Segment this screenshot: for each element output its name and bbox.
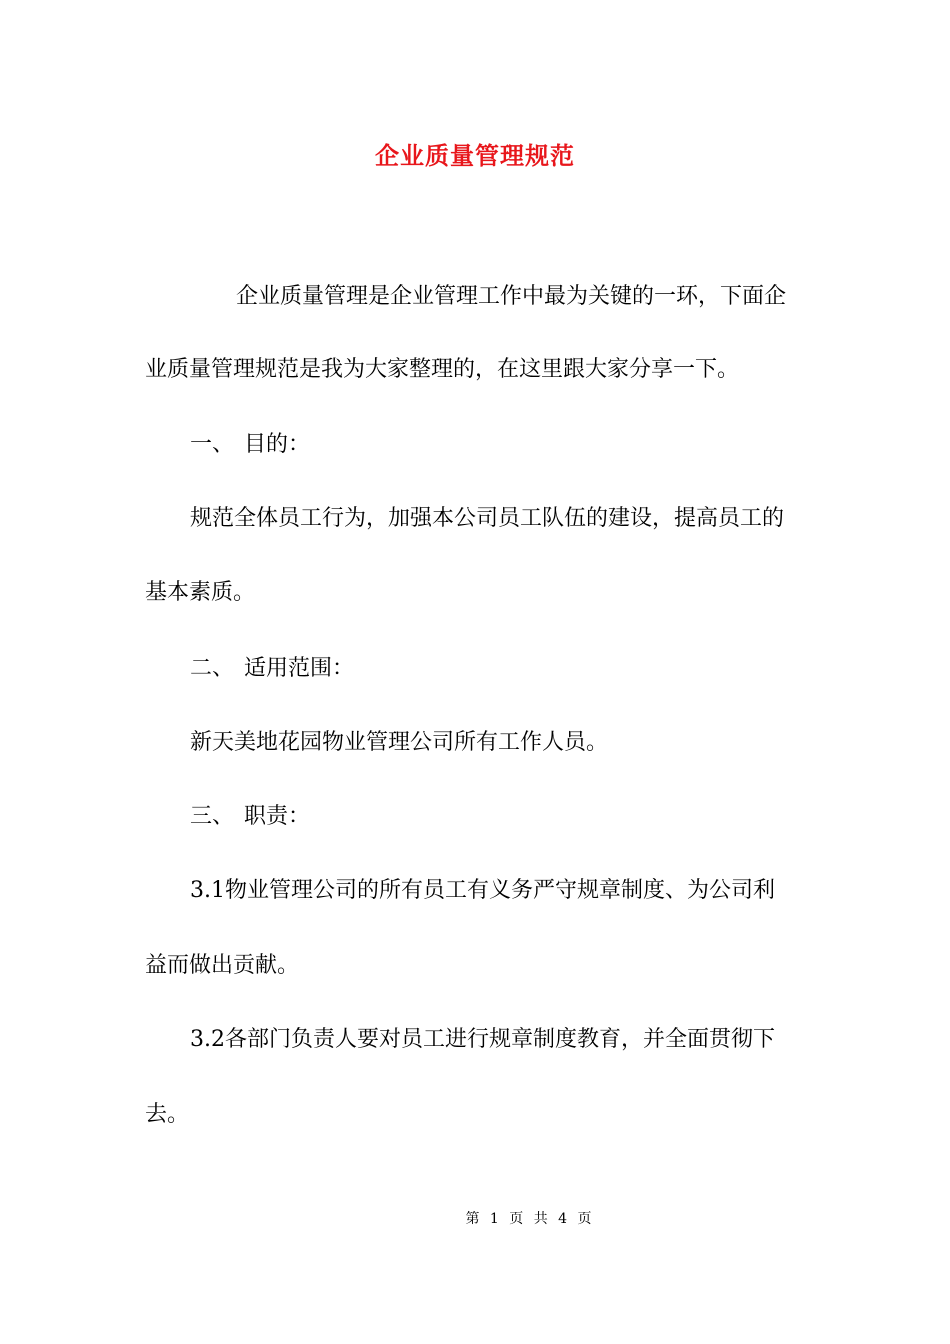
paragraph-line: 规范全体员工行为，加强本公司员工队伍的建设，提高员工的: [190, 506, 785, 531]
intro-line-2: 业质量管理规范是我为大家整理的，在这里跟大家分享一下。: [145, 357, 740, 382]
section-number: 三、: [190, 804, 235, 829]
section-heading-scope: [190, 654, 860, 684]
paragraph-line: 新天美地花园物业管理公司所有工作人员。: [190, 730, 609, 755]
page-number-footer: 第 1 页 共 4 页: [465, 1211, 595, 1227]
list-item-line: 3.2各部门负责人要对员工进行规章制度教育，并全面贯彻下: [190, 1027, 775, 1052]
list-item-line: 3.1物业管理公司的所有员工有义务严守规章制度、为公司利: [190, 878, 775, 903]
intro-line-1: 企业质量管理是企业管理工作中最为关键的一环，下面企: [236, 284, 787, 309]
section-number: 二、: [190, 656, 235, 681]
section-number: 一、: [190, 432, 235, 457]
section-heading-purpose: [190, 430, 860, 460]
list-item-line: 益而做出贡献。: [145, 953, 300, 978]
section-heading-label: 适用范围：: [244, 656, 355, 681]
section-heading-duties: [190, 802, 860, 832]
section-heading-label: 目的：: [244, 432, 311, 457]
list-item-line: 去。: [145, 1102, 190, 1127]
section-heading-label: 职责：: [244, 804, 311, 829]
document-title: 企业质量管理规范: [375, 141, 575, 170]
paragraph-line: 基本素质。: [145, 580, 256, 605]
